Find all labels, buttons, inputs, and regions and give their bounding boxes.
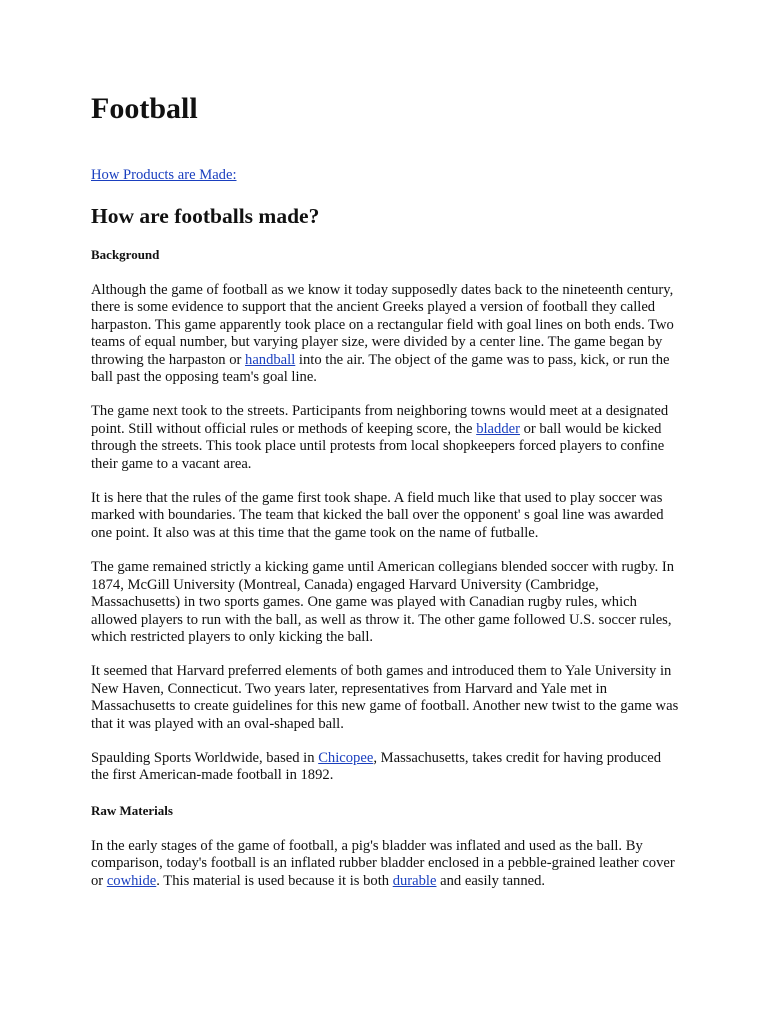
paragraph-7 xyxy=(91,838,680,890)
paragraph-6-text-a: Spaulding Sports Worldwide, based in xyxy=(91,749,319,766)
handball-link[interactable]: handball xyxy=(245,351,296,368)
paragraph-6 xyxy=(91,750,680,785)
paragraph-7-text-b: . This material is used because it is both xyxy=(156,872,393,889)
paragraph-2-text-b: or ball would be kicked through the streets. This took place until protests from local shopkeepers forced players to confine their game to a vacant area. xyxy=(91,420,665,472)
paragraph-4: The game remained strictly a kicking game until American collegians blended soccer with rugby. In 1874, McGill University (Montreal, Canada) engaged Harvard University (Cambridge, Massachusetts) in two sports games. One game was played with Canadian rugby rules, which allowed players to run with the ball, as well as throw it. The other game followed U.S. soccer rules, which restricted players to only kicking the ball. xyxy=(91,559,675,645)
source-link[interactable]: How Products are Made: xyxy=(91,167,237,183)
durable-link[interactable]: durable xyxy=(392,872,437,889)
paragraph-7-text-c: and easily tanned. xyxy=(436,872,546,889)
section-heading-background: Background xyxy=(91,247,160,262)
paragraph-3: It is here that the rules of the game first took shape. A field much like that used to play soccer was marked with boundaries. The team that kicked the ball over the opponent' s goal line was awarded one point. It also was at this time that the game took on the name of futballe. xyxy=(91,490,664,541)
article-heading: How are footballs made? xyxy=(91,204,320,228)
paragraph-5: It seemed that Harvard preferred elements of both games and introduced them to Yale University in New Haven, Connecticut. Two years later, representatives from Harvard and Yale met in Massachusetts to create guidelines for this new game of football. Another new twist to the game was that it was played with an oval-shaped ball. xyxy=(91,663,679,732)
paragraph-2 xyxy=(91,403,680,473)
paragraph-1-text-a: Although the game of football as we know it today supposedly dates back to the nineteenth century, there is some evidence to support that the ancient Greeks played a version of football they called harpaston. This game apparently took place on a rectangular field with goal lines on both ends. Two teams of equal number, but varying player size, were divided by a center line. The game began by throwing the harpaston or xyxy=(91,282,674,368)
section-heading-raw-materials: Raw Materials xyxy=(91,802,173,818)
chicopee-link[interactable]: Chicopee xyxy=(318,749,374,766)
paragraph-6-text-b: , Massachusetts, takes credit for having produced the first American-made football in 1892. xyxy=(91,749,662,784)
paragraph-1 xyxy=(91,282,680,386)
page-title: Football xyxy=(91,92,198,125)
paragraph-2-text-a: The game next took to the streets. Participants from neighboring towns would meet at a designated point. Still without official rules or methods of keeping score, the xyxy=(91,403,669,437)
cowhide-link[interactable]: cowhide xyxy=(106,872,157,889)
paragraph-1-text-b: into the air. The object of the game was to pass, kick, or run the ball past the opposing team's goal line. xyxy=(91,351,670,386)
bladder-link[interactable]: bladder xyxy=(476,420,520,437)
paragraph-7-text-a: In the early stages of the game of football, a pig's bladder was inflated and used as the ball. By comparison, today's football is an inflated rubber bladder enclosed in a pebble-grained leather cover or xyxy=(91,837,675,889)
